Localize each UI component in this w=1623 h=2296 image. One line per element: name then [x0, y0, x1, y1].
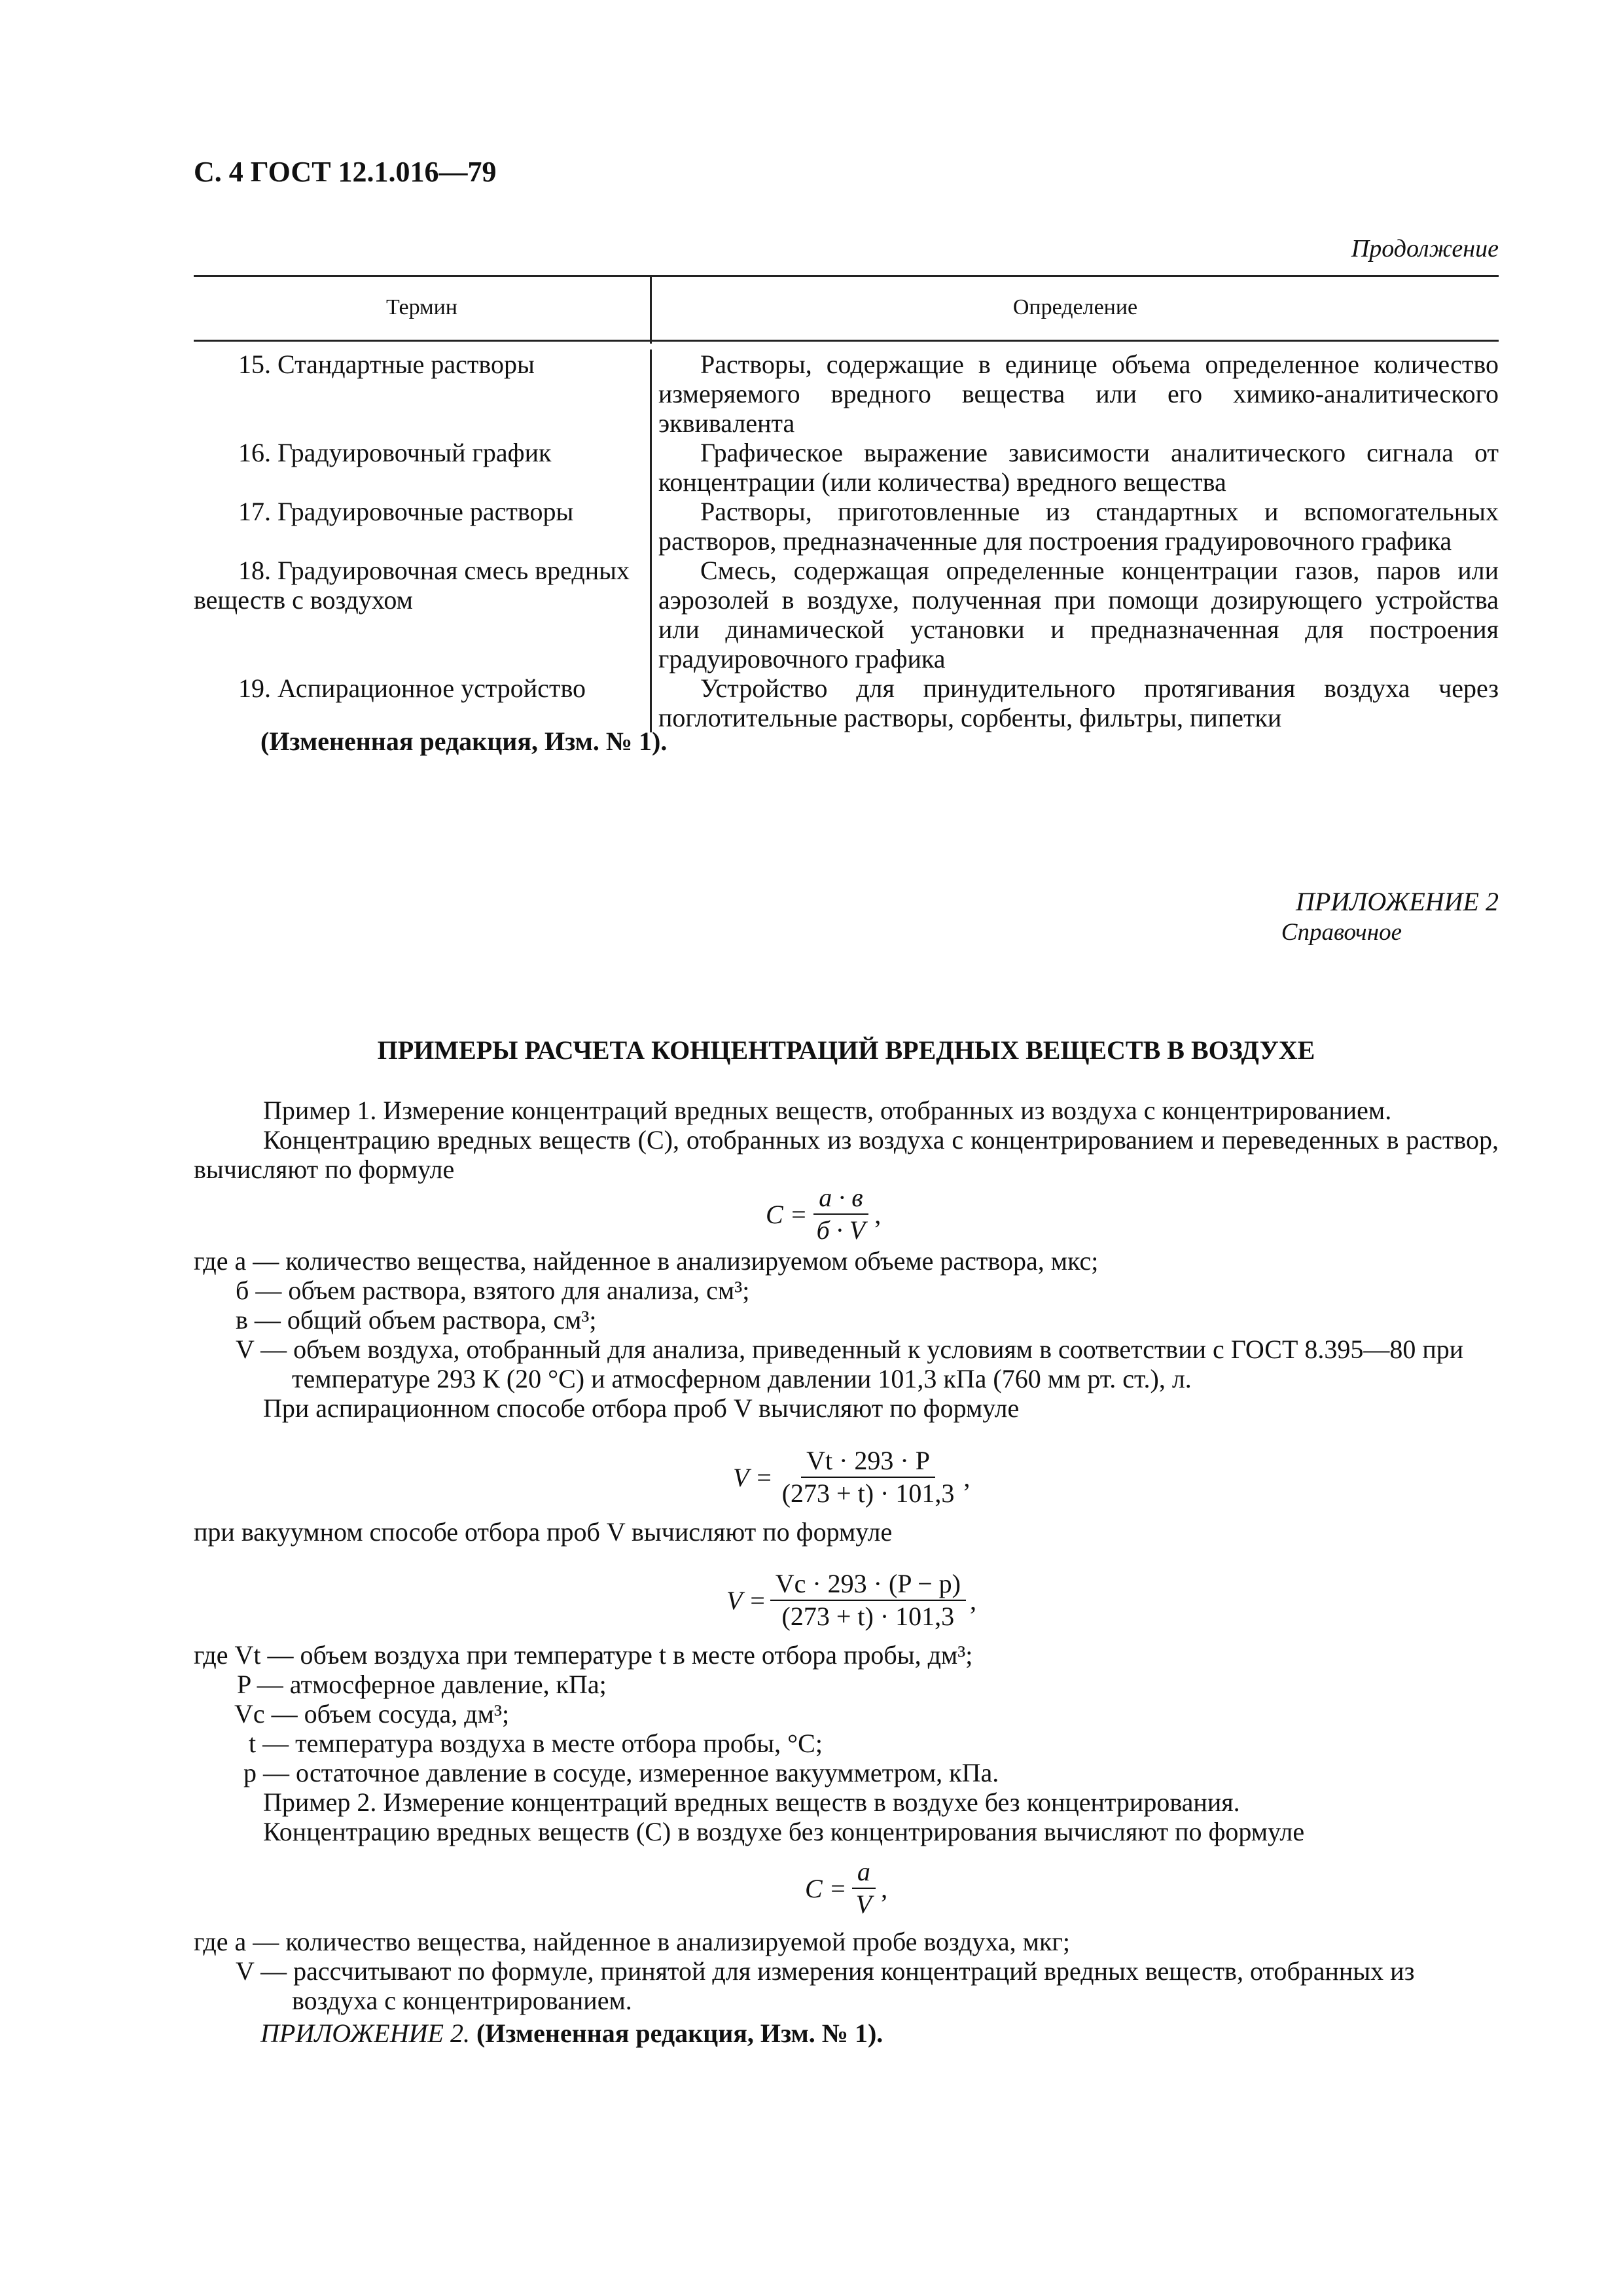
- example1-intro: Концентрацию вредных веществ (C), отобранных из воздуха с концентрированием и переведенных в раствор, вычисляют по формуле: [194, 1125, 1499, 1184]
- fraction: [812, 1183, 871, 1245]
- definition-cell: Графическое выражение зависимости аналитического сигнала от концентрации (или количества) вредного вещества: [658, 438, 1499, 497]
- column-header-definition: Определение: [1012, 295, 1138, 319]
- column-header-term: Термин: [386, 295, 457, 319]
- fraction: [770, 1570, 966, 1631]
- formula-lhs: V =: [733, 1462, 773, 1492]
- fraction-numerator: a · в: [813, 1183, 868, 1215]
- table-row: [194, 673, 1499, 732]
- where-b: б — объем раствора, взятого для анализа, см³;: [236, 1276, 750, 1305]
- amendment-appendix-label: ПРИЛОЖЕНИЕ 2.: [260, 2018, 470, 2048]
- example2-where-a: где a — количество вещества, найденное в анализируемой пробе воздуха, мкг;: [194, 1927, 1070, 1956]
- aspiration-intro: При аспирационном способе отбора проб V вычисляют по формуле: [263, 1393, 1020, 1423]
- formula-tail: ,: [881, 1873, 888, 1903]
- fraction-denominator: (273 + t) · 101,3: [781, 1479, 955, 1508]
- formula-tail: ,: [969, 1585, 976, 1615]
- definition-cell: Растворы, содержащие в единице объема определенное количество измеряемого вредного вещества или его химико-аналитического эквивалента: [658, 350, 1499, 438]
- column-divider: [650, 350, 652, 732]
- formula-concentration-2: [805, 1857, 887, 1919]
- fraction-denominator: (273 + t) · 101,3: [781, 1602, 955, 1631]
- table-header: [194, 275, 1499, 342]
- fraction-numerator: Vc · 293 · (P − p): [770, 1570, 966, 1601]
- term-cell: 19. Аспирационное устройство: [238, 673, 586, 703]
- table-body: [194, 350, 1499, 732]
- amendment-text: (Измененная редакция, Изм. № 1).: [476, 2018, 883, 2048]
- formula-tail: ,: [874, 1199, 882, 1229]
- example2-intro: Концентрацию вредных веществ (C) в воздухе без концентрирования вычисляют по формуле: [263, 1817, 1305, 1846]
- section-title: ПРИМЕРЫ РАСЧЕТА КОНЦЕНТРАЦИЙ ВРЕДНЫХ ВЕЩЕСТВ В ВОЗДУХЕ: [377, 1035, 1315, 1065]
- where-t: t — температура воздуха в месте отбора пробы, °С;: [249, 1729, 823, 1758]
- formula-volume-vacuum: [726, 1570, 976, 1631]
- amendment-note: (Измененная редакция, Изм. № 1).: [260, 726, 668, 756]
- table-row: [194, 556, 1499, 673]
- vacuum-intro: при вакуумном способе отбора проб V вычисляют по формуле: [194, 1517, 893, 1547]
- formula-lhs: C =: [805, 1873, 847, 1903]
- formula-volume-aspiration: [733, 1446, 970, 1508]
- formula-lhs: V =: [726, 1585, 766, 1615]
- appendix-label: ПРИЛОЖЕНИЕ 2: [1296, 887, 1499, 916]
- example2-where-V-line1: V — рассчитывают по формуле, принятой для измерения концентраций вредных веществ, отобранных из: [236, 1956, 1415, 1986]
- where-a: где a — количество вещества, найденное в анализируемом объеме раствора, мкс;: [194, 1246, 1099, 1276]
- continuation-label: Продолжение: [1351, 235, 1499, 262]
- definition-cell: Устройство для принудительного протягивания воздуха через поглотительные растворы, сорбенты, фильтры, пипетки: [658, 673, 1499, 732]
- example2-heading: Пример 2. Измерение концентраций вредных веществ в воздухе без концентрирования.: [263, 1787, 1240, 1817]
- fraction-numerator: a: [852, 1857, 876, 1889]
- table-row: [194, 350, 1499, 438]
- amendment-note-2: [260, 2018, 883, 2048]
- table-row: [194, 497, 1499, 556]
- term-cell: 18. Градуировочная смесь вредных веществ с воздухом: [194, 556, 630, 615]
- definition-cell: Растворы, приготовленные из стандартных и вспомогательных растворов, предназначенные для построения градуировочного графика: [658, 497, 1499, 556]
- where-V-line2: температуре 293 К (20 °С) и атмосферном давлении 101,3 кПа (760 мм рт. ст.), л.: [292, 1364, 1192, 1393]
- fraction-denominator: б · V: [816, 1215, 866, 1245]
- terms-table: [194, 275, 1499, 732]
- example2-where-V-line2: воздуха с концентрированием.: [292, 1986, 632, 2015]
- fraction-numerator: Vt · 293 · P: [801, 1446, 935, 1478]
- where-Vt: где Vt — объем воздуха при температуре t в месте отбора пробы, дм³;: [194, 1640, 973, 1670]
- formula-tail: ,: [963, 1462, 971, 1492]
- where-p: p — остаточное давление в сосуде, измеренное вакуумметром, кПа.: [243, 1758, 999, 1787]
- formula-concentration-1: [766, 1183, 881, 1245]
- where-Vc: Vc — объем сосуда, дм³;: [234, 1699, 510, 1729]
- example1-heading: Пример 1. Измерение концентраций вредных веществ, отобранных из воздуха с концентрированием.: [263, 1096, 1392, 1125]
- fraction: [777, 1446, 960, 1508]
- table-row: [194, 438, 1499, 497]
- formula-lhs: C =: [766, 1199, 808, 1229]
- fraction-denominator: V: [855, 1890, 872, 1919]
- where-P: P — атмосферное давление, кПа;: [237, 1670, 607, 1699]
- where-v: в — общий объем раствора, см³;: [236, 1305, 597, 1335]
- appendix-kind: Справочное: [1281, 919, 1402, 946]
- term-cell: 15. Стандартные растворы: [238, 350, 535, 379]
- term-cell: 17. Градуировочные растворы: [238, 497, 574, 526]
- definition-cell: Смесь, содержащая определенные концентрации газов, паров или аэрозолей в воздухе, полученная при помощи дозирующего устройства или динамической установки и предназначенная для построения градуировочного графика: [658, 556, 1499, 673]
- fraction: [851, 1857, 877, 1919]
- term-cell: 16. Градуировочный график: [238, 438, 552, 467]
- running-header: С. 4 ГОСТ 12.1.016—79: [194, 156, 497, 188]
- where-V-line1: V — объем воздуха, отобранный для анализа, приведенный к условиям в соответствии с ГОСТ 8.395—80 при: [236, 1335, 1464, 1364]
